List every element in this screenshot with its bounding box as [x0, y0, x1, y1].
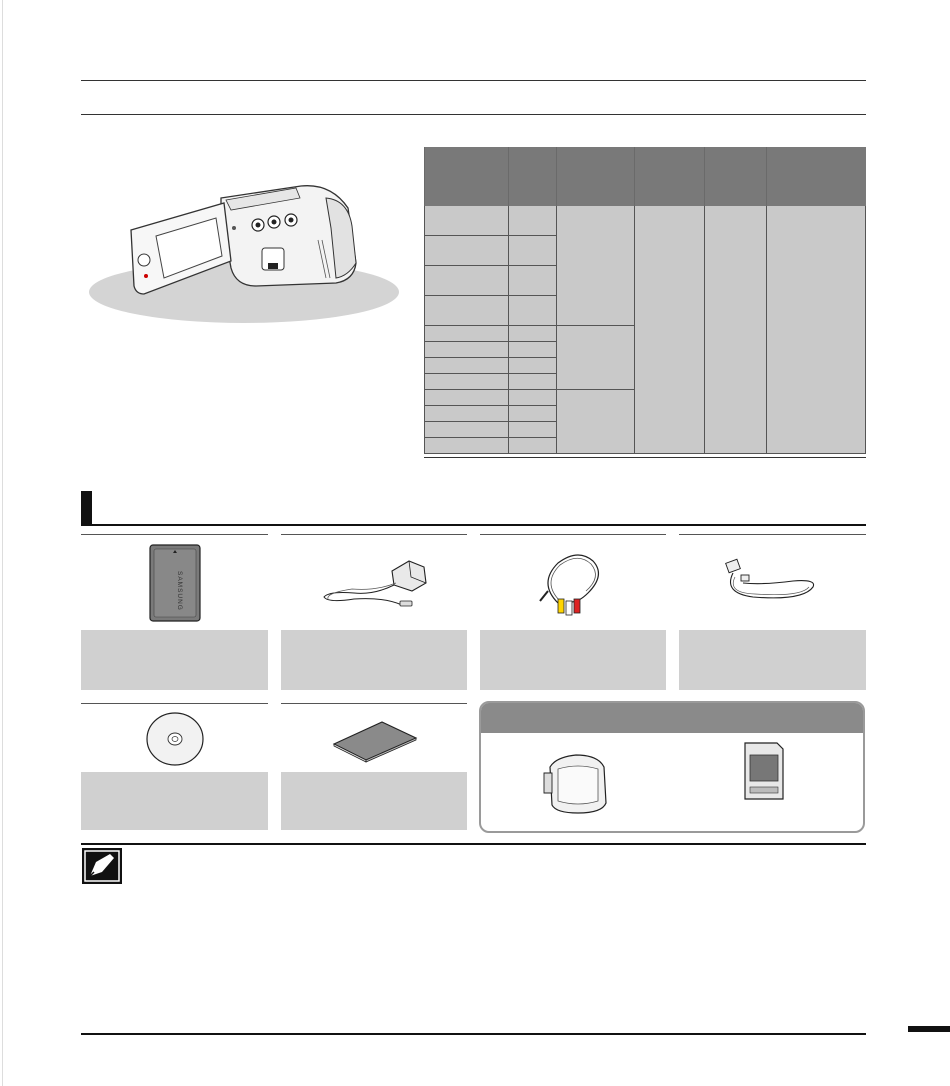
carrying-case-icon — [536, 743, 616, 823]
table-cell-merged — [557, 206, 635, 326]
table-cell — [425, 390, 509, 406]
accessory-usb-cable — [679, 538, 866, 628]
spec-col-header — [425, 147, 509, 206]
optional-accessories-panel — [479, 701, 865, 833]
accessory-divider — [281, 703, 467, 704]
page-edge — [2, 0, 3, 1086]
spec-table-header — [425, 147, 866, 206]
spec-table — [424, 147, 866, 454]
table-cell — [425, 326, 509, 342]
table-cell — [508, 438, 556, 454]
section-rule — [81, 524, 866, 526]
sd-card-icon — [739, 739, 789, 805]
table-cell — [425, 438, 509, 454]
spec-col-header — [634, 147, 704, 206]
section-marker — [81, 491, 92, 525]
battery-pack-icon — [140, 541, 210, 625]
accessory-cd — [81, 708, 268, 770]
table-cell — [425, 406, 509, 422]
table-cell — [508, 266, 556, 296]
accessory-caption-box — [81, 772, 268, 830]
camcorder-illustration — [86, 168, 406, 328]
usb-cable-icon — [713, 553, 833, 613]
note-text — [132, 852, 862, 992]
accessory-caption-box — [679, 630, 866, 690]
accessory-carrying-case — [536, 743, 616, 823]
accessory-caption-box — [81, 630, 268, 690]
spec-table-bottom-rule — [424, 457, 866, 458]
table-cell — [508, 406, 556, 422]
table-cell — [508, 422, 556, 438]
table-cell — [508, 236, 556, 266]
table-cell — [508, 326, 556, 342]
table-cell — [425, 358, 509, 374]
av-cable-icon — [528, 543, 618, 623]
table-cell — [425, 342, 509, 358]
manual-icon — [324, 714, 424, 764]
spec-col-header — [557, 147, 635, 206]
spec-col-header — [766, 147, 865, 206]
header-rule — [81, 80, 866, 81]
table-cell — [508, 342, 556, 358]
optional-accessories-header — [481, 703, 863, 733]
note-pencil-icon — [82, 848, 122, 884]
subheader-rule — [81, 114, 866, 115]
spec-col-header — [508, 147, 556, 206]
table-cell-merged — [557, 326, 635, 390]
battery-brand-text: SAMSUNG — [175, 571, 183, 611]
table-cell — [508, 296, 556, 326]
accessory-divider — [679, 534, 866, 535]
accessory-divider — [480, 534, 666, 535]
accessory-caption-box — [281, 630, 467, 690]
table-cell — [425, 266, 509, 296]
table-cell — [508, 374, 556, 390]
table-cell — [425, 296, 509, 326]
accessory-ac-adapter — [281, 538, 467, 628]
table-cell-merged — [766, 206, 865, 454]
accessory-divider — [81, 534, 268, 535]
accessory-sd-card — [739, 739, 789, 805]
note-rule — [81, 843, 866, 845]
table-cell — [508, 390, 556, 406]
accessory-caption-box — [480, 630, 666, 690]
ac-adapter-icon — [314, 553, 434, 613]
accessory-caption-box — [281, 772, 467, 830]
spec-col-header — [704, 147, 766, 206]
accessory-manual — [281, 708, 467, 770]
table-cell — [508, 358, 556, 374]
accessory-av-cable — [480, 538, 666, 628]
table-cell-merged — [557, 390, 635, 454]
cd-icon — [143, 711, 207, 767]
accessory-battery — [81, 538, 268, 628]
table-cell — [425, 374, 509, 390]
accessory-divider — [81, 703, 268, 704]
footer-rule — [81, 1033, 866, 1035]
table-cell — [508, 206, 556, 236]
table-cell-merged — [704, 206, 766, 454]
accessory-divider — [281, 534, 467, 535]
page-tab-marker — [908, 1026, 950, 1032]
table-cell — [425, 236, 509, 266]
table-cell — [425, 206, 509, 236]
table-cell — [425, 422, 509, 438]
table-cell-merged — [634, 206, 704, 454]
table-row — [425, 206, 866, 236]
camcorder-icon — [86, 168, 406, 328]
